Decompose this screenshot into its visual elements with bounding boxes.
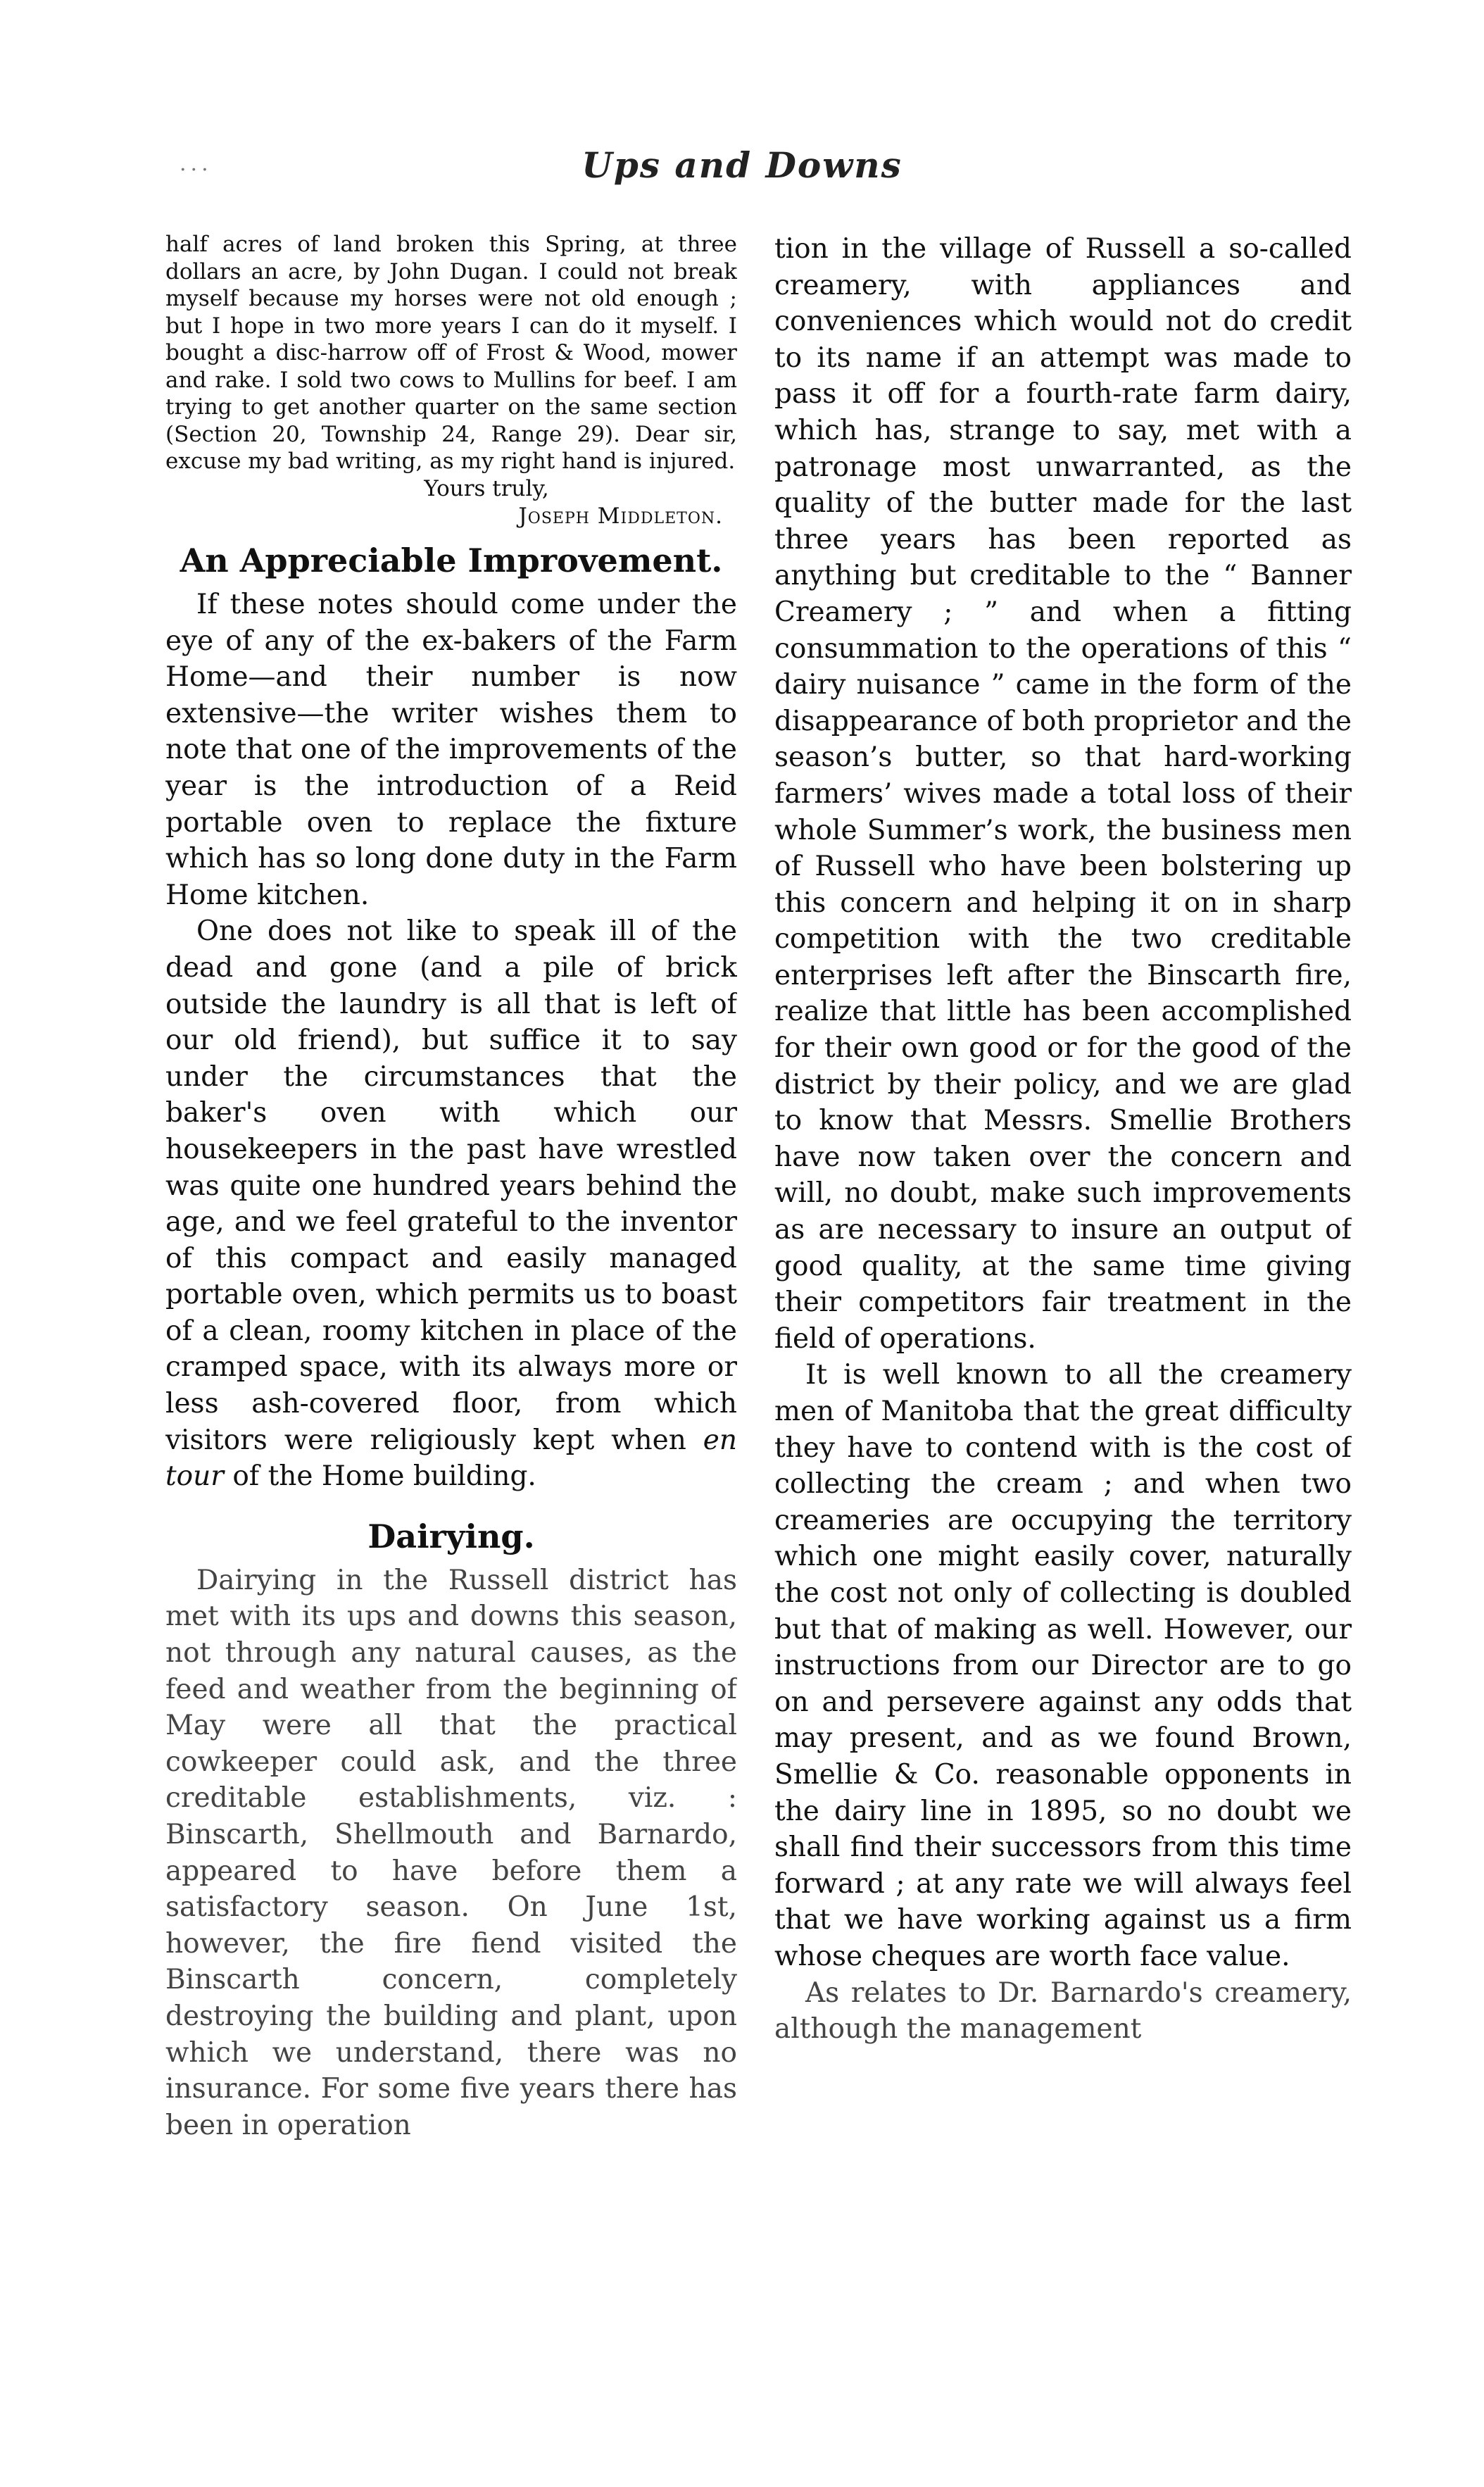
dairying-article-continued xyxy=(774,231,1352,2048)
dairying-paragraph-1: Dairying in the Russell district has met with its ups and downs this season, not through any natural causes, as the feed and weather from the beginning of May were all that the practical cowkeeper could ask, and the three creditable establishments, viz. : Binscarth, Shellmouth and Barnardo, appeared to have before them a satisfactory season. On June 1st, however, the fire fiend visited the Binscarth concern, completely destroying the building and plant, upon which we understand, there was no insurance. For some five years there has been in operation xyxy=(165,1564,737,2141)
dairying-paragraph-continued: tion in the village of Russell a so-called creamery, with appliances and conveniences which would not do credit to its name if an attempt was made to pass it off for a fourth-rate farm dairy, which has, strange to say, met with a patronage most unwarranted, as the quality of the butter made for the last three years has been reported as anything but creditable to the “ Banner Creamery ; ” and when a fitting consummation to the operations of this “ dairy nuisance ” came in the form of the disappearance of both proprietor and the season’s butter, so that hard-working farmers’ wives made a total loss of their whole Summer’s work, the business men of Russell who have been bolstering up this concern and helping it on in sharp competition with the two creditable enterprises left after the Binscarth fire, realize that little has been accomplished for their own good or for the good of the district by their policy, and we are glad to know that Messrs. Smellie Brothers have now taken over the concern and will, no doubt, make such improvements as are necessary to insure an output of good quality, at the same time giving their competitors fair treatment in the field of operations. xyxy=(774,233,1352,1355)
left-column xyxy=(165,231,737,2357)
section-heading-dairying: Dairying. xyxy=(367,1517,535,1555)
improvement-paragraph-1: If these notes should come under the eye of any of the ex-bakers of the Farm Home—and their number is now extensive—the writer wishes them to note that one of the improvements of the year is the introduction of a Reid portable oven to replace the fixture which has so long done duty in the Farm Home kitchen. xyxy=(165,589,737,911)
improvement-article xyxy=(165,587,737,1495)
dairying-article xyxy=(165,1562,737,2144)
dairying-paragraph-2: It is well known to all the creamery men of Manitoba that the great difficulty they have to contend with is the cost of collecting the cream ; and when two creameries are occupying the territory which one might easily cover, naturally the cost not only of collecting is doubled but that of making as well. However, our instructions from our Director are to go on and persevere against any odds that may present, and as we found Brown, Smellie & Co. reasonable opponents in the dairy line in 1895, so no doubt we shall find their successors from this time forward ; at any rate we will always feel that we have working against us a firm whose cheques are worth face value. xyxy=(774,1359,1352,1972)
letter-signature: Joseph Middleton. xyxy=(518,503,723,529)
paragraph-text: One does not like to speak ill of the dead and gone (and a pile of brick outside the laundry is all that is left of our old friend), but suffice it to say under the circumstances that the baker's oven with which our housekeepers in the past have wrestled was quite one hundred years behind the age, and we feel grateful to the inventor of this compact and easily managed portable oven, which permits us to boast of a clean, roomy kitchen in place of the cramped space, with its always more or less ash-covered floor, from which visitors were religiously kept when xyxy=(165,915,737,1456)
italic-phrase: en tour xyxy=(165,1424,737,1493)
improvement-paragraph-2 xyxy=(165,913,737,1495)
section-heading-improvement: An Appreciable Improvement. xyxy=(180,541,723,580)
letter-closing: Yours truly, xyxy=(424,475,549,501)
dairying-paragraph-3: As relates to Dr. Barnardo's creamery, although the management xyxy=(774,1977,1352,2046)
paragraph-text-end: of the Home building. xyxy=(232,1460,536,1493)
running-header xyxy=(0,144,1484,187)
right-column xyxy=(774,231,1352,2357)
letter-continuation xyxy=(165,231,737,530)
running-title: Ups and Downs xyxy=(581,144,903,186)
page-folio: ... xyxy=(180,151,213,176)
letter-tail-text: half acres of land broken this Spring, at three dollars an acre, by John Dugan. I could not break myself because my horses were not old enough ; but I hope in two more years I can do it myself. I bought a disc-harrow off of Frost & Wood, mower and rake. I sold two cows to Mullins for beef. I am trying to get another quarter on the same section (Section 20, Township 24, Range 29). Dear sir, excuse my bad writing, as my right hand is injured. xyxy=(165,232,737,474)
